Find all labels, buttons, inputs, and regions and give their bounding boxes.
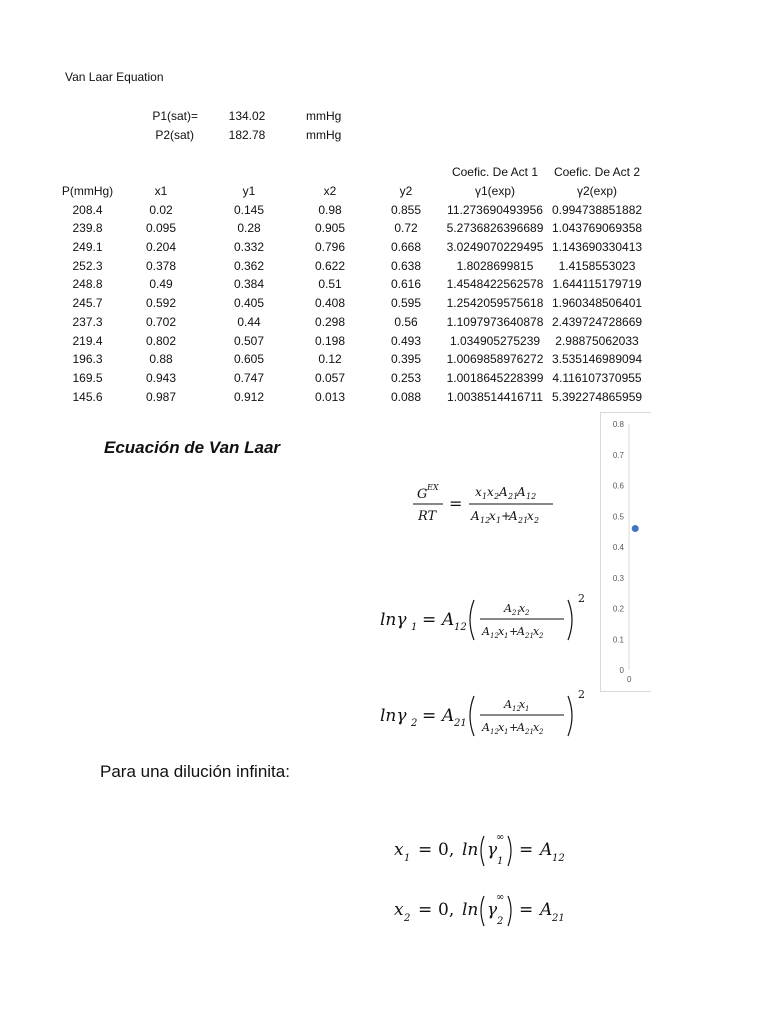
svg-text:21: 21 (454, 718, 467, 729)
y-tick-label: 0.3 (612, 573, 624, 583)
table-cell: 2.439724728669 (551, 314, 643, 329)
svg-text:1: 1 (411, 622, 418, 633)
header-x1: x1 (154, 184, 168, 199)
table-cell: 1.0038514416711 (447, 389, 543, 404)
table-cell: 0.28 (237, 221, 261, 236)
svg-text:2: 2 (411, 718, 418, 729)
svg-text:=: = (418, 900, 433, 920)
svg-text:12: 12 (454, 622, 467, 633)
svg-text:lnγ: lnγ (380, 706, 407, 726)
svg-text:2: 2 (539, 728, 544, 736)
svg-text:2: 2 (578, 592, 585, 605)
x-tick-label: 0 (627, 675, 632, 684)
svg-text:x: x (394, 840, 404, 860)
table-cell: 0.013 (314, 389, 346, 404)
svg-text:12: 12 (526, 492, 537, 501)
table-cell: 1.043769069358 (551, 221, 643, 236)
group-header-act2: Coefic. De Act 2 (553, 165, 641, 180)
table-row (60, 369, 647, 388)
table-cell: 1.8028699815 (456, 258, 534, 273)
svg-text:2: 2 (539, 632, 544, 640)
table-row (60, 313, 647, 332)
table-cell: 245.7 (72, 296, 103, 311)
svg-text:x: x (489, 509, 496, 523)
group-header-act1: Coefic. De Act 1 (451, 165, 539, 180)
p2-sat-label: P2(sat) (155, 128, 194, 142)
table-cell: 0.298 (314, 314, 346, 329)
svg-text:A: A (517, 485, 526, 499)
table-cell: 0.49 (149, 277, 173, 292)
table-cell: 5.392274865959 (551, 389, 643, 404)
infinite-dilution-eq1 (388, 826, 578, 872)
svg-text:21: 21 (525, 728, 534, 736)
table-cell: 0.395 (390, 352, 422, 367)
svg-text:+: + (509, 721, 519, 734)
table-cell: 3.0249070229495 (446, 240, 544, 255)
svg-text:12: 12 (490, 728, 499, 736)
svg-text:A: A (509, 509, 518, 523)
p1-sat-unit: mmHg (306, 109, 342, 123)
infinite-dilution-eq2 (388, 886, 578, 932)
svg-text:x: x (475, 485, 482, 499)
column-header-row (60, 182, 647, 201)
svg-text:21: 21 (552, 913, 565, 924)
table-cell: 237.3 (72, 314, 103, 329)
table-cell: 1.960348506401 (551, 296, 643, 311)
svg-text:x: x (487, 485, 494, 499)
svg-text:A: A (517, 625, 525, 638)
table-cell: 0.332 (233, 240, 265, 255)
svg-text:x: x (498, 721, 505, 734)
svg-text:1: 1 (504, 728, 509, 736)
header-y2: y2 (399, 184, 413, 199)
table-row (60, 294, 647, 313)
table-cell: 5.2736826396689 (446, 221, 544, 236)
y-tick-label: 0.7 (612, 450, 624, 460)
svg-text:2: 2 (534, 516, 540, 525)
table-cell: 0.616 (390, 277, 422, 292)
svg-text:=: = (519, 840, 534, 860)
svg-text:x: x (527, 509, 534, 523)
svg-text:γ: γ (487, 900, 498, 920)
table-cell: 0.605 (233, 352, 265, 367)
y-tick-label: 0.4 (612, 543, 624, 552)
svg-text:1: 1 (504, 632, 509, 640)
document-title: Van Laar Equation (65, 70, 164, 84)
svg-text:ln: ln (462, 900, 479, 920)
table-cell: 0.994738851882 (551, 202, 643, 217)
table-cell: 0.095 (145, 221, 177, 236)
svg-text:1: 1 (525, 705, 530, 713)
table-cell: 0.362 (233, 258, 265, 273)
svg-text:RT: RT (418, 509, 437, 524)
table-row (60, 387, 647, 406)
table-cell: 0.912 (233, 389, 265, 404)
table-cell: 0.987 (145, 389, 177, 404)
svg-text:12: 12 (552, 853, 565, 864)
svg-text:=: = (422, 610, 437, 630)
y-tick-label: 0.1 (612, 635, 624, 645)
y-tick-label: 0.6 (612, 481, 624, 491)
table-cell: 252.3 (72, 258, 103, 273)
svg-text:EX: EX (427, 483, 439, 492)
svg-text:∞: ∞ (496, 892, 505, 903)
table-cell: 1.4548422562578 (446, 277, 544, 292)
table-cell: 1.1097973640878 (446, 314, 544, 329)
table-cell: 2.98875062033 (555, 333, 639, 348)
table-cell: 248.8 (72, 277, 103, 292)
table-cell: 196.3 (72, 352, 103, 367)
table-cell: 249.1 (72, 240, 103, 255)
svg-text:x: x (498, 625, 505, 638)
svg-text:+: + (501, 509, 512, 523)
table-cell: 0.702 (145, 314, 177, 329)
table-cell: 0.204 (145, 240, 177, 255)
table-cell: 0.592 (145, 296, 177, 311)
table-cell: 0.855 (390, 202, 422, 217)
table-cell: 0.796 (314, 240, 346, 255)
table-cell: 1.0069858976272 (446, 352, 544, 367)
svg-text:2: 2 (497, 916, 504, 927)
svg-text:21: 21 (512, 609, 521, 617)
table-cell: 0.145 (233, 202, 265, 217)
svg-text:A: A (540, 840, 553, 860)
table-cell: 0.493 (390, 333, 422, 348)
table-cell: 0.408 (314, 296, 346, 311)
table-row (60, 350, 647, 369)
svg-text:A: A (482, 721, 490, 734)
ln-gamma2-equation (378, 684, 593, 746)
y-tick-label: 0.2 (612, 604, 624, 614)
svg-text:2: 2 (404, 913, 411, 924)
table-cell: 1.034905275239 (449, 333, 541, 348)
gex-equation (405, 478, 565, 530)
table-cell: 0.56 (394, 314, 418, 329)
table-row (60, 200, 647, 219)
header-gamma2: γ2(exp) (576, 184, 617, 199)
svg-text:ln: ln (462, 840, 479, 860)
svg-text:21: 21 (525, 632, 534, 640)
svg-text:=: = (422, 706, 437, 726)
table-body (60, 200, 647, 406)
group-header-row (60, 163, 647, 182)
table-cell: 4.116107370955 (552, 370, 642, 385)
table-row (60, 219, 647, 238)
svg-text:A: A (471, 509, 480, 523)
table-row (60, 275, 647, 294)
p2-sat-value: 182.78 (228, 128, 266, 142)
y-tick-label: 0.8 (612, 420, 624, 429)
svg-text:∞: ∞ (496, 832, 505, 843)
table-cell: 0.384 (233, 277, 265, 292)
table-cell: 0.638 (390, 258, 422, 273)
table-cell: 3.535146989094 (551, 352, 643, 367)
svg-text:12: 12 (512, 705, 521, 713)
table-cell: 0.51 (318, 277, 342, 292)
header-gamma1: γ1(exp) (474, 184, 515, 199)
svg-text:=: = (449, 494, 463, 513)
table-cell: 1.0018645228399 (446, 370, 544, 385)
svg-text:1: 1 (497, 856, 504, 867)
table-cell: 0.72 (394, 221, 418, 236)
svg-text:A: A (504, 602, 512, 615)
svg-text:x: x (519, 698, 526, 711)
svg-text:A: A (517, 721, 525, 734)
p1-sat-label: P1(sat)= (152, 109, 198, 123)
data-point (632, 525, 639, 532)
table-cell: 0.905 (314, 221, 346, 236)
ln-gamma1-equation (378, 588, 593, 650)
header-y1: y1 (242, 184, 256, 199)
svg-text:1: 1 (404, 853, 411, 864)
table-cell: 219.4 (72, 333, 103, 348)
table-cell: 0.088 (390, 389, 422, 404)
table-cell: 0.12 (318, 352, 342, 367)
table-cell: 0.378 (145, 258, 177, 273)
table-cell: 0.943 (145, 370, 177, 385)
svg-text:2: 2 (494, 492, 500, 501)
header-p: P(mmHg) (61, 184, 114, 199)
table-cell: 0.595 (390, 296, 422, 311)
svg-text:2: 2 (525, 609, 530, 617)
table-cell: 1.2542059575618 (446, 296, 544, 311)
table-cell: 0.668 (390, 240, 422, 255)
svg-text:1: 1 (496, 516, 502, 525)
table-cell: 0.98 (318, 202, 342, 217)
table-cell: 1.4158553023 (558, 258, 636, 273)
svg-text:0,: 0, (438, 840, 455, 860)
table-cell: 0.802 (145, 333, 177, 348)
table-row (60, 238, 647, 257)
svg-text:2: 2 (578, 688, 585, 701)
svg-text:x: x (533, 625, 540, 638)
table-cell: 1.644115179719 (552, 277, 642, 292)
table-cell: 0.02 (149, 202, 173, 217)
y-tick-label: 0 (619, 666, 624, 675)
svg-text:A: A (540, 900, 553, 920)
p2-sat-unit: mmHg (306, 128, 342, 142)
svg-text:12: 12 (490, 632, 499, 640)
svg-text:A: A (499, 485, 508, 499)
svg-text:12: 12 (480, 516, 491, 525)
table-cell: 0.622 (314, 258, 346, 273)
svg-text:A: A (504, 698, 512, 711)
svg-text:x: x (533, 721, 540, 734)
svg-text:x: x (394, 900, 404, 920)
svg-text:0,: 0, (438, 900, 455, 920)
section-title: Ecuación de Van Laar (104, 438, 281, 457)
table-cell: 0.44 (237, 314, 261, 329)
table-cell: 0.88 (149, 352, 173, 367)
header-x2: x2 (323, 184, 337, 199)
table-cell: 0.198 (314, 333, 346, 348)
svg-text:=: = (418, 840, 433, 860)
svg-text:x: x (519, 602, 526, 615)
equilibrium-data-table (60, 163, 647, 406)
svg-text:21: 21 (518, 516, 529, 525)
table-cell: 0.507 (233, 333, 265, 348)
table-cell: 208.4 (72, 202, 103, 217)
table-cell: 145.6 (72, 389, 103, 404)
infinite-dilution-title: Para una dilución infinita: (100, 762, 290, 781)
svg-text:A: A (482, 625, 490, 638)
svg-text:+: + (509, 625, 519, 638)
table-cell: 169.5 (72, 370, 103, 385)
svg-text:γ: γ (487, 840, 498, 860)
svg-text:lnγ: lnγ (380, 610, 407, 630)
svg-text:21: 21 (508, 492, 519, 501)
svg-text:1: 1 (482, 492, 488, 501)
table-row (60, 331, 647, 350)
svg-text:A: A (442, 610, 455, 630)
embedded-chart (600, 412, 651, 692)
table-cell: 1.143690330413 (551, 240, 643, 255)
p1-sat-value: 134.02 (228, 109, 266, 123)
table-cell: 0.253 (390, 370, 422, 385)
svg-text:A: A (442, 706, 455, 726)
chart-plot (601, 413, 651, 691)
table-cell: 239.8 (72, 221, 103, 236)
table-cell: 0.747 (233, 370, 265, 385)
table-cell: 0.405 (233, 296, 265, 311)
table-cell: 0.057 (314, 370, 346, 385)
table-row (60, 256, 647, 275)
y-tick-label: 0.5 (612, 512, 624, 522)
svg-text:=: = (519, 900, 534, 920)
table-cell: 11.273690493956 (447, 202, 543, 217)
svg-text:G: G (417, 487, 428, 502)
